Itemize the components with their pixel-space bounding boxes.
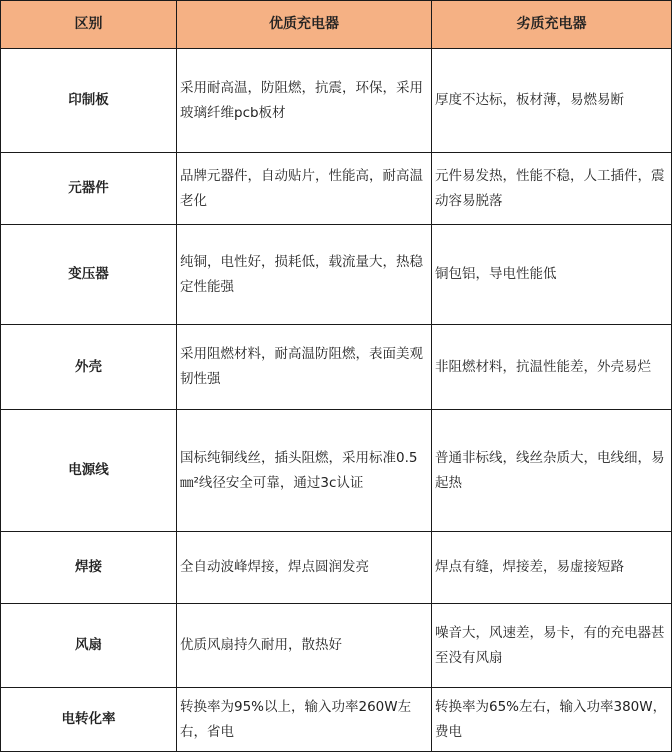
row-category: 焊接 bbox=[1, 532, 177, 604]
good-cell: 转换率为95%以上，输入功率260W左右，省电 bbox=[177, 688, 432, 752]
good-cell: 优质风扇持久耐用，散热好 bbox=[177, 604, 432, 688]
table-row bbox=[1, 604, 672, 688]
bad-cell: 铜包铝，导电性能低 bbox=[432, 225, 672, 325]
table-row bbox=[1, 532, 672, 604]
bad-cell: 焊点有缝，焊接差，易虚接短路 bbox=[432, 532, 672, 604]
row-category: 印制板 bbox=[1, 49, 177, 153]
bad-cell: 转换率为65%左右，输入功率380W，费电 bbox=[432, 688, 672, 752]
good-cell: 采用阻燃材料，耐高温防阻燃，表面美观韧性强 bbox=[177, 325, 432, 410]
bad-cell: 元件易发热，性能不稳，人工插件，震动容易脱落 bbox=[432, 153, 672, 225]
bad-cell: 厚度不达标，板材薄，易燃易断 bbox=[432, 49, 672, 153]
row-category: 元器件 bbox=[1, 153, 177, 225]
row-category: 变压器 bbox=[1, 225, 177, 325]
good-cell: 全自动波峰焊接，焊点圆润发亮 bbox=[177, 532, 432, 604]
good-cell: 国标纯铜线丝，插头阻燃，采用标准0.5㎜²线径安全可靠，通过3c认证 bbox=[177, 410, 432, 532]
table-row bbox=[1, 49, 672, 153]
header-bad-charger: 劣质充电器 bbox=[432, 1, 672, 49]
header-good-charger: 优质充电器 bbox=[177, 1, 432, 49]
bad-cell: 噪音大，风速差，易卡，有的充电器甚至没有风扇 bbox=[432, 604, 672, 688]
row-category: 外壳 bbox=[1, 325, 177, 410]
bad-cell: 普通非标线，线丝杂质大，电线细，易起热 bbox=[432, 410, 672, 532]
header-category: 区别 bbox=[1, 1, 177, 49]
table-row bbox=[1, 225, 672, 325]
good-cell: 采用耐高温，防阻燃，抗震，环保，采用玻璃纤维pcb板材 bbox=[177, 49, 432, 153]
table-row bbox=[1, 688, 672, 752]
good-cell: 纯铜，电性好，损耗低，载流量大，热稳定性能强 bbox=[177, 225, 432, 325]
row-category: 电转化率 bbox=[1, 688, 177, 752]
table-row bbox=[1, 325, 672, 410]
table-row bbox=[1, 153, 672, 225]
row-category: 风扇 bbox=[1, 604, 177, 688]
table-header-row bbox=[1, 1, 672, 49]
row-category: 电源线 bbox=[1, 410, 177, 532]
table-row bbox=[1, 410, 672, 532]
good-cell: 品牌元器件，自动贴片，性能高，耐高温老化 bbox=[177, 153, 432, 225]
bad-cell: 非阻燃材料，抗温性能差，外壳易烂 bbox=[432, 325, 672, 410]
